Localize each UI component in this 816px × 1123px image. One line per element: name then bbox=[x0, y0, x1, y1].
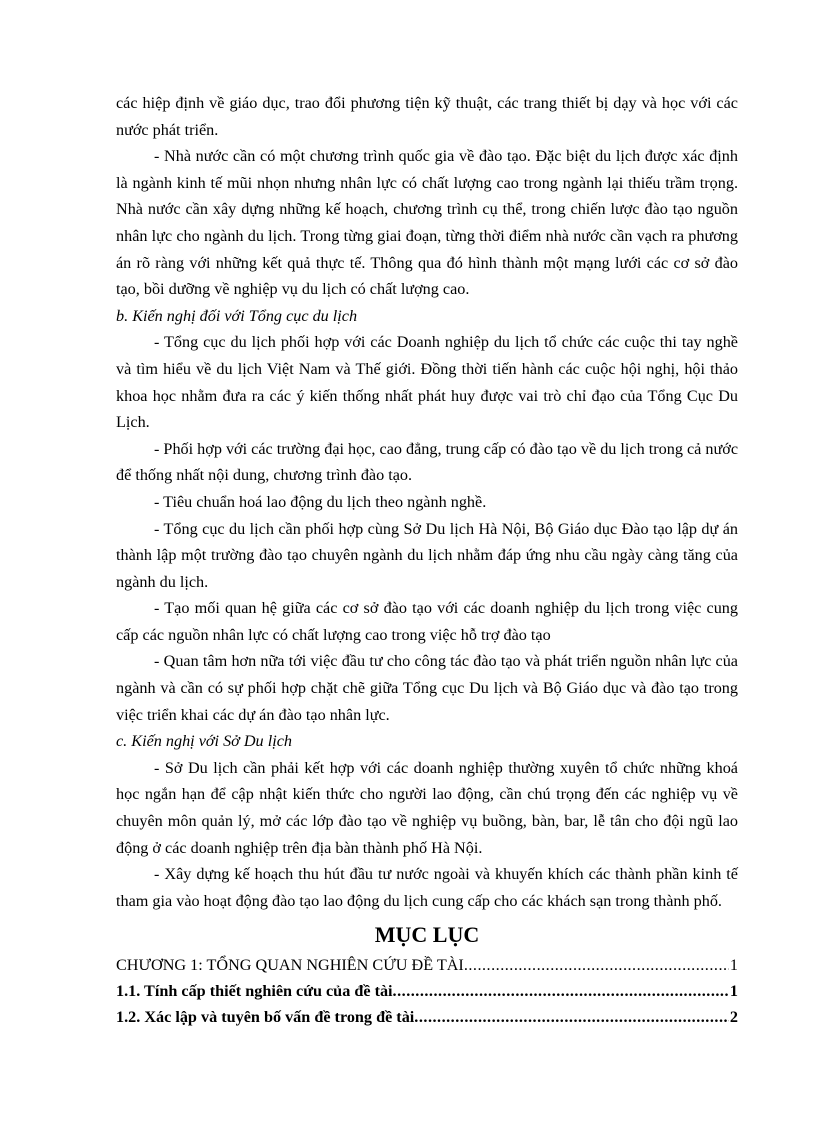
paragraph: - Tạo mối quan hệ giữa các cơ sở đào tạo với các doanh nghiệp du lịch trong việc cung cấp các nguồn nhân lực có chất lượng cao trong việc hỗ trợ đào tạo bbox=[116, 599, 738, 644]
document-page bbox=[116, 90, 738, 1030]
toc-leader-dots bbox=[464, 952, 729, 978]
toc-entry[interactable] bbox=[116, 978, 738, 1004]
paragraph: - Tổng cục du lịch phối hợp với các Doanh nghiệp du lịch tổ chức các cuộc thi tay nghề và tìm hiểu về du lịch Việt Nam và Thế giới. Đồng thời tiến hành các cuộc hội nghị, hội thảo khoa học nhằm đưa ra các ý kiến thống nhất phát huy được vai trò chỉ đạo của Tổng Cục Du Lịch. bbox=[116, 333, 738, 432]
paragraph: - Xây dựng kế hoạch thu hút đầu tư nước ngoài và khuyến khích các thành phần kinh tế tham gia vào hoạt động đào tạo lao động du lịch cung cấp cho các khách sạn trong thành phố. bbox=[116, 865, 738, 910]
toc-entry-page: 1 bbox=[729, 956, 738, 975]
toc-entry-label: 1.1. Tính cấp thiết nghiên cứu của đề tài bbox=[116, 982, 393, 1001]
toc-entry-page: 2 bbox=[729, 1008, 738, 1027]
paragraph: - Phối hợp với các trường đại học, cao đẳng, trung cấp có đào tạo về du lịch trong cả nước để thống nhất nội dung, chương trình đào tạo. bbox=[116, 439, 738, 485]
toc-entry-page: 1 bbox=[729, 982, 738, 1001]
toc-entry[interactable] bbox=[116, 952, 738, 978]
paragraph: - Tiêu chuẩn hoá lao động du lịch theo ngành nghề. bbox=[154, 492, 487, 511]
section-c-heading: c. Kiến nghị với Sở Du lịch bbox=[116, 732, 292, 751]
toc-entry-label: 1.2. Xác lập và tuyên bố vấn đề trong đề tài bbox=[116, 1008, 415, 1027]
paragraph: - Sở Du lịch cần phải kết hợp với các doanh nghiệp thường xuyên tổ chức những khoá học ngắn hạn để cập nhật kiến thức cho người lao động, cần chú trọng đến các nghiệp vụ về chuyên môn quản lý, mở các lớp đào tạo về nghiệp vụ buồng, bàn, bar, lễ tân cho đội ngũ lao động ở các doanh nghiệp trên địa bàn thành phố Hà Nội. bbox=[116, 758, 738, 857]
toc-title: MỤC LỤC bbox=[374, 922, 480, 948]
paragraph: - Nhà nước cần có một chương trình quốc gia về đào tạo. Đặc biệt du lịch được xác định là ngành kinh tế mũi nhọn nhưng nhân lực có chất lượng cao trong ngành lại thiếu trầm trọng. Nhà nước cần xây dựng những kế hoạch, chương trình cụ thể, trong chiến lược đào tạo nguồn nhân lực cho ngành du lịch. Trong từng giai đoạn, từng thời điểm nhà nước cần vạch ra phương án rõ ràng với những kết quả thực tế. Thông qua đó hình thành một mạng lưới các cơ sở đào tạo, bồi dưỡng về nghiệp vụ du lịch có chất lượng cao. bbox=[116, 147, 738, 299]
toc-entry-label: CHƯƠNG 1: TỔNG QUAN NGHIÊN CỨU ĐỀ TÀI bbox=[116, 956, 464, 975]
toc-leader-dots bbox=[393, 978, 729, 1004]
section-b-heading: b. Kiến nghị đối với Tổng cục du lịch bbox=[116, 306, 358, 325]
paragraph: các hiệp định về giáo dục, trao đổi phương tiện kỹ thuật, các trang thiết bị dạy và học với các nước phát triển. bbox=[116, 94, 738, 139]
paragraph: - Tổng cục du lịch cần phối hợp cùng Sở Du lịch Hà Nội, Bộ Giáo dục Đào tạo lập dự án thành lập một trường đào tạo chuyên ngành du lịch nhằm đáp ứng nhu cầu ngày càng tăng của ngành du lịch. bbox=[116, 519, 738, 591]
toc-leader-dots bbox=[414, 1004, 729, 1030]
toc-entry[interactable] bbox=[116, 1004, 738, 1030]
paragraph: - Quan tâm hơn nữa tới việc đầu tư cho công tác đào tạo và phát triển nguồn nhân lực của ngành và cần có sự phối hợp chặt chẽ giữa Tổng cục Du lịch và Bộ Giáo dục và đào tạo trong việc triển khai các dự án đào tạo nhân lực. bbox=[116, 652, 738, 724]
